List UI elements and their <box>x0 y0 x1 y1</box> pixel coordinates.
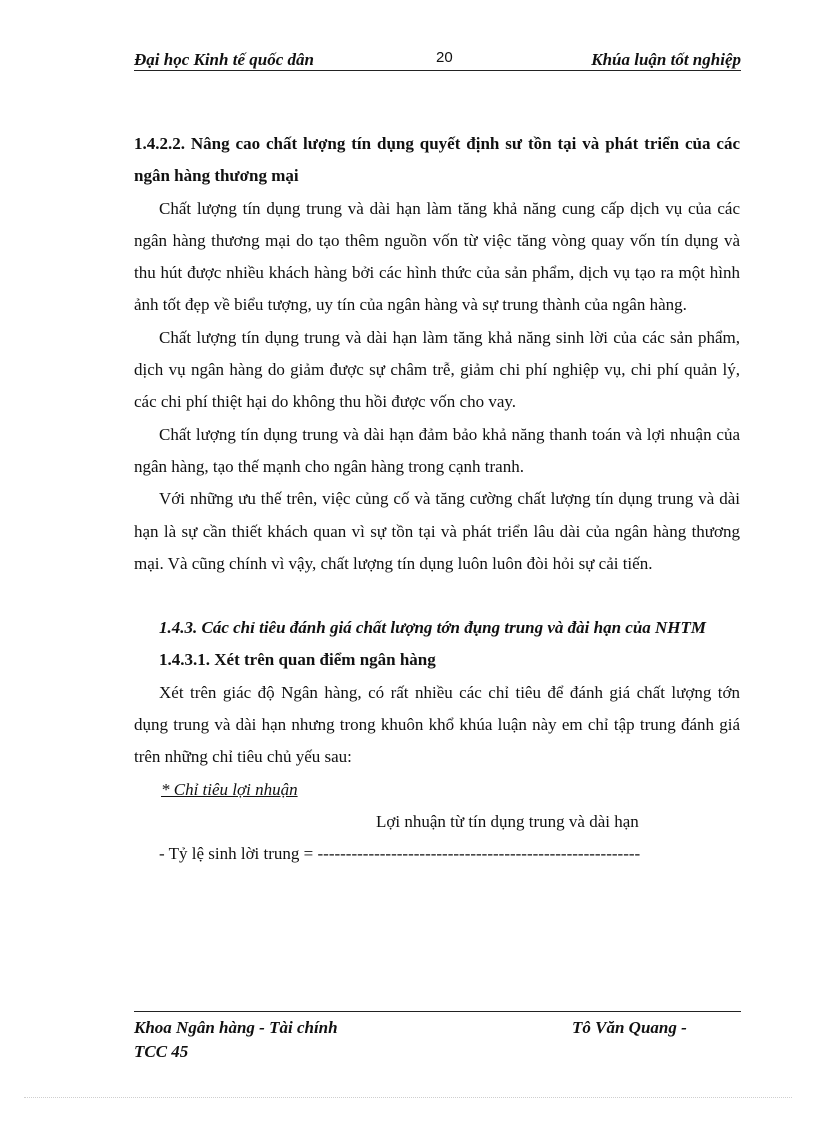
paragraph: Chất lượng tín dụng trung và dài hạn đảm bảo khả năng thanh toán và lợi nhuận của ngân hàng, tạo thế mạnh cho ngân hàng trong cạnh tranh. <box>134 424 740 476</box>
header-thesis-title: Khúa luận tốt nghiệp <box>591 50 741 69</box>
paragraph: Chất lượng tín dụng trung và dài hạn làm tăng khả năng cung cấp dịch vụ của các ngân hàng thương mại do tạo thêm nguồn vốn từ việc tăng vòng quay vốn tín dụng và thu hút được nhiều khách hàng bởi các hình thức của sản phẩm, dịch vụ tạo ra một hình ảnh tốt đẹp về biểu tượng, uy tín của ngân hàng và sự trung thành của ngân hàng. <box>134 198 740 315</box>
formula-line: - Tỷ lệ sinh lời trung = --------------------------------------------------------- <box>159 844 641 864</box>
header-university: Đại học Kinh tế quốc dân <box>134 50 314 69</box>
paragraph: Với những ưu thế trên, việc củng cố và tăng cường chất lượng tín dụng trung và dài hạn là sự cần thiết khách quan vì sự tồn tại và phát triển lâu dài của ngân hàng thương mại. Và cũng chính vì vậy, chất lượng tín dụng luôn luôn đòi hỏi sự cải tiến. <box>134 489 740 573</box>
heading-1-4-2-2: 1.4.2.2. Nâng cao chất lượng tín dụng quyết định sư tồn tại và phát triển của các ngân hàng thương mại <box>134 134 740 186</box>
page-bottom-divider <box>24 1097 792 1098</box>
footer-author: Tô Văn Quang - <box>572 1018 687 1037</box>
page-content <box>134 128 740 871</box>
page-header <box>134 44 741 71</box>
subheading-text: * Chỉ tiêu lợi nhuận <box>161 779 298 799</box>
heading-1-4-3: 1.4.3. Các chỉ tiêu đánh giá chất lượng tớn đụng trung và đài hạn của NHTM <box>159 618 707 638</box>
page-footer <box>134 1011 741 1061</box>
footer-faculty: Khoa Ngân hàng - Tài chính <box>134 1018 338 1037</box>
paragraph: Chất lượng tín dụng trung và dài hạn làm tăng khả năng sinh lời của các sản phẩm, dịch vụ ngân hàng do giảm được sự châm trễ, giảm chi phí nghiệp vụ, chi phí quản lý, các chi phí thiệt hại do không thu hồi được vốn cho vay. <box>134 327 740 412</box>
heading-1-4-3-1: 1.4.3.1. Xét trên quan điểm ngân hàng <box>159 650 436 670</box>
paragraph: Xét trên giác độ Ngân hàng, có rất nhiều các chỉ tiêu để đánh giá chất lượng tớn dụng trung và dài hạn nhưng trong khuôn khổ khúa luận này em chỉ tập trung đánh giá trên những chỉ tiêu chủ yếu sau: <box>134 682 740 767</box>
page-number: 20 <box>436 49 453 66</box>
formula-numerator: Lợi nhuận từ tín dụng trung và dài hạn <box>376 811 639 831</box>
footer-class: TCC 45 <box>134 1042 189 1061</box>
subheading-profit-indicator <box>134 774 740 806</box>
